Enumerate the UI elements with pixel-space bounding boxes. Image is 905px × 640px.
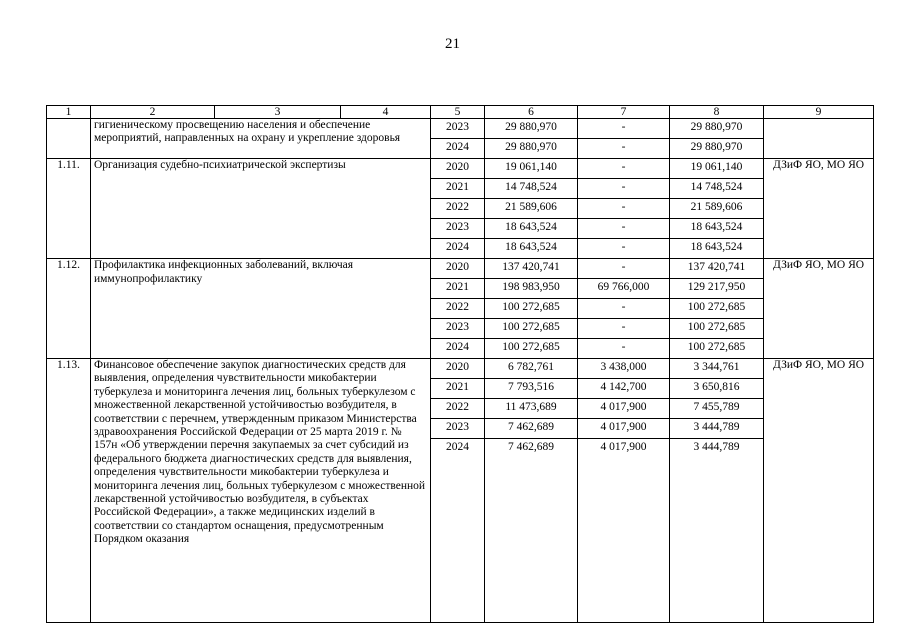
column-header: 6 <box>485 106 578 119</box>
page-number: 21 <box>445 36 460 52</box>
federal-cell: - <box>578 139 670 159</box>
agency-cell <box>764 119 874 159</box>
agency-cell: ДЗиФ ЯО, МО ЯО <box>764 159 874 259</box>
regional-cell: 29 880,970 <box>670 119 764 139</box>
total-cell: 18 643,524 <box>485 219 578 239</box>
total-cell: 11 473,689 <box>485 399 578 419</box>
empty-cell <box>431 458 485 623</box>
column-header: 9 <box>764 106 874 119</box>
row-description: Финансовое обеспечение закупок диагностических средств для выявления, определения чувствительности микобактерии туберкулеза и мониторинга лечения лиц, больных туберкулезом с множественной лекарственной устойчивостью возбудителя, в соответствии с перечнем, утвержденным приказом Министерства здравоохранения Российской Федерации от 25 марта 2019 г. № 157н «Об утверждении перечня закупаемых за счет субсидий из федерального бюджета диагностических средств для выявления, определения чувствительности микобактерии туберкулеза и мониторинга лечения лиц, больных туберкулезом с множественной лекарственной устойчивостью возбудителя, в субъектах Российской Федерации», а также медицинских изделий в соответствии со стандартом оснащения, предусмотренным Порядком оказания <box>91 359 431 623</box>
column-header-row <box>47 106 874 119</box>
empty-cell <box>670 458 764 623</box>
table-row <box>47 119 874 139</box>
year-cell: 2020 <box>431 159 485 179</box>
total-cell: 29 880,970 <box>485 139 578 159</box>
year-cell: 2021 <box>431 379 485 399</box>
year-cell: 2020 <box>431 259 485 279</box>
federal-cell: - <box>578 219 670 239</box>
row-description: гигиеническому просвещению населения и обеспечение мероприятий, направленных на охрану и укрепление здоровья <box>91 119 431 159</box>
total-cell: 14 748,524 <box>485 179 578 199</box>
year-cell: 2021 <box>431 279 485 299</box>
empty-cell <box>485 458 578 623</box>
federal-cell: - <box>578 339 670 359</box>
column-header: 3 <box>215 106 341 119</box>
table-row <box>47 359 874 379</box>
total-cell: 21 589,606 <box>485 199 578 219</box>
regional-cell: 3 650,816 <box>670 379 764 399</box>
row-id: 1.13. <box>47 359 91 623</box>
federal-cell: 4 017,900 <box>578 419 670 439</box>
year-cell: 2023 <box>431 419 485 439</box>
regional-cell: 100 272,685 <box>670 319 764 339</box>
row-id <box>47 119 91 159</box>
year-cell: 2020 <box>431 359 485 379</box>
column-header: 7 <box>578 106 670 119</box>
row-description: Организация судебно-психиатрической экспертизы <box>91 159 431 259</box>
regional-cell: 19 061,140 <box>670 159 764 179</box>
total-cell: 19 061,140 <box>485 159 578 179</box>
column-header: 4 <box>341 106 431 119</box>
regional-cell: 7 455,789 <box>670 399 764 419</box>
year-cell: 2022 <box>431 299 485 319</box>
budget-table <box>46 105 874 623</box>
year-cell: 2023 <box>431 319 485 339</box>
column-header: 8 <box>670 106 764 119</box>
regional-cell: 100 272,685 <box>670 299 764 319</box>
year-cell: 2023 <box>431 219 485 239</box>
year-cell: 2022 <box>431 399 485 419</box>
regional-cell: 29 880,970 <box>670 139 764 159</box>
empty-cell <box>578 458 670 623</box>
regional-cell: 137 420,741 <box>670 259 764 279</box>
year-cell: 2022 <box>431 199 485 219</box>
table-row <box>47 259 874 279</box>
total-cell: 7 462,689 <box>485 419 578 439</box>
regional-cell: 18 643,524 <box>670 239 764 259</box>
federal-cell: 4 017,900 <box>578 399 670 419</box>
federal-cell: - <box>578 259 670 279</box>
total-cell: 18 643,524 <box>485 239 578 259</box>
federal-cell: 69 766,000 <box>578 279 670 299</box>
agency-cell: ДЗиФ ЯО, МО ЯО <box>764 259 874 359</box>
year-cell: 2024 <box>431 439 485 459</box>
year-cell: 2021 <box>431 179 485 199</box>
regional-cell: 3 444,789 <box>670 439 764 459</box>
total-cell: 7 793,516 <box>485 379 578 399</box>
total-cell: 100 272,685 <box>485 339 578 359</box>
total-cell: 100 272,685 <box>485 299 578 319</box>
row-description: Профилактика инфекционных заболеваний, включая иммунопрофилактику <box>91 259 431 359</box>
federal-cell: - <box>578 299 670 319</box>
federal-cell: - <box>578 179 670 199</box>
regional-cell: 14 748,524 <box>670 179 764 199</box>
federal-cell: 4 017,900 <box>578 439 670 459</box>
total-cell: 100 272,685 <box>485 319 578 339</box>
total-cell: 198 983,950 <box>485 279 578 299</box>
regional-cell: 18 643,524 <box>670 219 764 239</box>
year-cell: 2024 <box>431 139 485 159</box>
federal-cell: 3 438,000 <box>578 359 670 379</box>
total-cell: 29 880,970 <box>485 119 578 139</box>
column-header: 2 <box>91 106 215 119</box>
year-cell: 2024 <box>431 239 485 259</box>
year-cell: 2024 <box>431 339 485 359</box>
row-id: 1.12. <box>47 259 91 359</box>
year-cell: 2023 <box>431 119 485 139</box>
federal-cell: - <box>578 319 670 339</box>
regional-cell: 21 589,606 <box>670 199 764 219</box>
row-id: 1.11. <box>47 159 91 259</box>
federal-cell: - <box>578 239 670 259</box>
total-cell: 137 420,741 <box>485 259 578 279</box>
column-header: 5 <box>431 106 485 119</box>
regional-cell: 129 217,950 <box>670 279 764 299</box>
regional-cell: 100 272,685 <box>670 339 764 359</box>
federal-cell: - <box>578 199 670 219</box>
total-cell: 7 462,689 <box>485 439 578 459</box>
federal-cell: - <box>578 159 670 179</box>
agency-cell: ДЗиФ ЯО, МО ЯО <box>764 359 874 623</box>
regional-cell: 3 444,789 <box>670 419 764 439</box>
column-header: 1 <box>47 106 91 119</box>
regional-cell: 3 344,761 <box>670 359 764 379</box>
total-cell: 6 782,761 <box>485 359 578 379</box>
federal-cell: - <box>578 119 670 139</box>
table-row <box>47 159 874 179</box>
federal-cell: 4 142,700 <box>578 379 670 399</box>
